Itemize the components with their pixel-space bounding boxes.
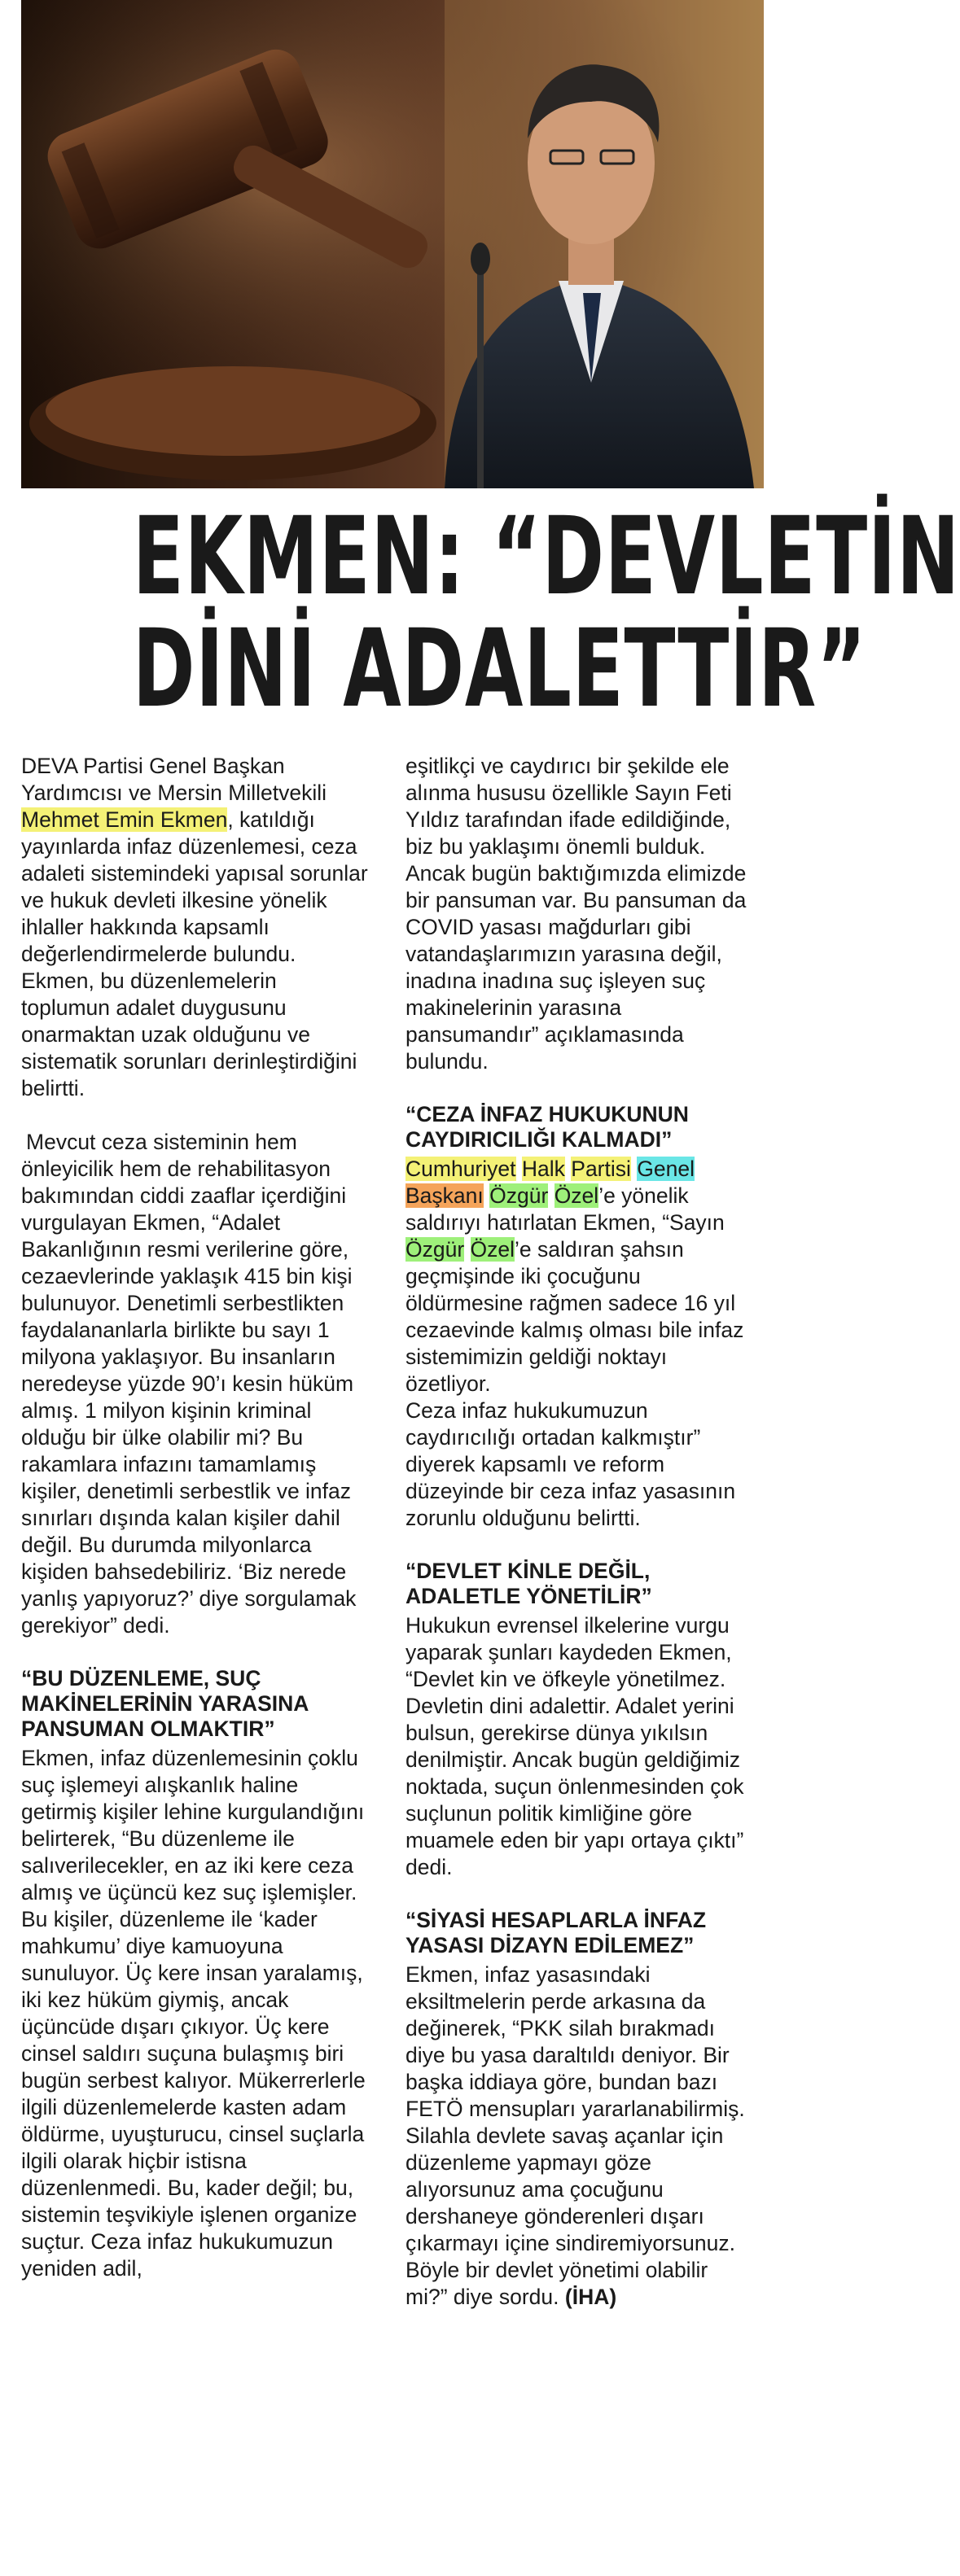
headline-line-2: DİNİ ADALETTİR” xyxy=(132,606,867,732)
paragraph-devletin-dini: Hukukun evrensel ilkelerine vurgu yaparak şunları kaydeden Ekmen, “Devlet kin ve öfkeyle yönetilmez. Devletin dini adalettir. Adalet yerini bulsun, gerekirse dünya yıkılsın denilmiştir. Ancak bugün geldiğimiz noktada, suçun önlenmesinden çok suçlunun politik kimliğine göre muamele eden bir yapı ortaya çıktı” dedi. xyxy=(405,1613,744,1879)
paragraph-statistics: Mevcut ceza sisteminin hem önleyicilik hem de rehabilitasyon bakımından ciddi zaaflar içerdiğini vurgulayan Ekmen, “Adalet Bakanlığının resmi verilerine göre, cezaevlerinde yaklaşık 415 bin kişi bulunuyor. Denetimli serbestlikten faydalananlarla birlikte bu sayı 1 milyona yaklaşıyor. Bu insanların neredeyse yüzde 90’ı kesin hüküm almış. 1 milyon kişinin kriminal olduğu bir ülke olabilir mi? Bu rakamlara infazını tamamlamış kişiler, denetimli serbestlik ve infaz sınırları dışında kalan kişiler dahil değil. Bu durumda milyonlarca kişiden bahsedebiliriz. ‘Biz nerede yanlış yapıyoruz?’ diye sorgulamak gerekiyor” dedi. xyxy=(21,1130,357,1638)
headline xyxy=(132,494,960,732)
paragraph-pkk: Ekmen, infaz yasasındaki eksiltmelerin perde arkasına da değinerek, “PKK silah bırakmadı diye bu yasa daraltıldı deniyor. Bir başka iddiaya göre, bundan bazı FETÖ mensupları yararlanabilirmiş. Silahla devlete savaş açanlar için düzenleme yapmayı göze alıyorsunuz ama çocuğunu dershaneye gönderenleri dışarı çıkarmayı içine sindiremiyorsunuz. Böyle bir devlet yönetimi olabilir mi?” diye sordu. (İHA) xyxy=(405,1962,745,2309)
paragraph-duzenleme: Ekmen, infaz düzenlemesinin çoklu suç işlemeyi alışkanlık haline getirmiş kişiler lehine kurgulandığını belirterek, “Bu düzenleme ile salıverilecekler, en az iki kere ceza almış ve üçüncü kez suç işlemişler. Bu kişiler, düzenleme ile ‘kader mahkumu’ diye kamuoyuna sunuluyor. Üç kere insan yaralamış, iki kez hüküm giymiş, ancak üçüncüde dışarı çıkıyor. Üç kere cinsel saldırı suçuna bulaşmış biri bugün serbest kalıyor. Mükerrerlerle ilgili düzenlemelerde kasten adam öldürme, uyuşturucu, cinsel suçlarla ilgili olarak hiçbir istisna düzenlenmedi. Bu, kader değil; bu, sistemin teşvikiyle işlenen organize suçtur. Ceza infaz hukukumuzun yeniden adil, xyxy=(21,1746,366,2281)
subheading-siyasi-hesaplar: “SİYASİ HESAPLARLA İNFAZ YASASI DİZAYN EDİLEMEZ” xyxy=(405,1908,707,1957)
headline-line-1: EKMEN: “DEVLETİN xyxy=(132,494,960,619)
left-column xyxy=(21,753,370,2309)
subheading-caydiricilik: “CEZA İNFAZ HUKUKUNUN CAYDIRICILIĞI KALMADI” xyxy=(405,1102,689,1152)
subheading-devlet-kinle: “DEVLET KİNLE DEĞİL, ADALETLE YÖNETİLİR” xyxy=(405,1559,652,1608)
highlighted-name: Mehmet Emin Ekmen xyxy=(21,807,228,832)
subheading-suc-makineleri: “BU DÜZENLEME, SUÇ MAKİNELERİNİN YARASINA PANSUMAN OLMAKTIR” xyxy=(21,1666,309,1741)
paragraph-saldiri: Cumhuriyet Halk Partisi Genel Başkanı Özgür Özel’e yönelik saldırıyı hatırlatan Ekmen, “Sayın Özgür Özel’e saldıran şahsın geçmişinde iki çocuğunu öldürmesine rağmen sadece 16 yıl cezaevinde kalmış olması bile infaz sistemimizin geldiği noktayı özetliyor. xyxy=(405,1157,744,1396)
paragraph-pansuman: eşitlikçi ve caydırıcı bir şekilde ele alınma hususu özellikle Sayın Feti Yıldız tarafından ifade edildiğinde, biz bu yaklaşımı önemli bulduk. Ancak bugün baktığımızda elimizde bir pansuman var. Bu pansuman da COVID yasası mağdurları gibi vatandaşlarımızın yarasına değil, inadına inadına suç işleyen suç makinelerinin yarasına pansumandır” açıklamasında bulundu. xyxy=(405,754,747,1074)
paragraph-intro: DEVA Partisi Genel Başkan Yardımcısı ve Mersin Milletvekili Mehmet Emin Ekmen, katıldığı yayınlarda infaz düzenlemesi, ceza adaleti sistemindeki yapısal sorunlar ve hukuk devleti ilkesine yönelik ihlaller hakkında kapsamlı değerlendirmelerde bulundu. Ekmen, bu düzenlemelerin toplumun adalet duygusunu onarmaktan uzak olduğunu ve sistematik sorunları derinleştirdiğini belirtti. xyxy=(21,754,368,1100)
photo-illustration xyxy=(21,0,764,488)
right-column xyxy=(405,753,754,2338)
paragraph-caydiricilik-kalkti: Ceza infaz hukukumuzun caydırıcılığı ortadan kalkmıştır” diyerek kapsamlı ve reform düzeyinde bir ceza infaz yasasının zorunlu olduğunu belirtti. xyxy=(405,1398,736,1530)
header-photo xyxy=(21,0,764,488)
source-credit: (İHA) xyxy=(564,2285,617,2309)
